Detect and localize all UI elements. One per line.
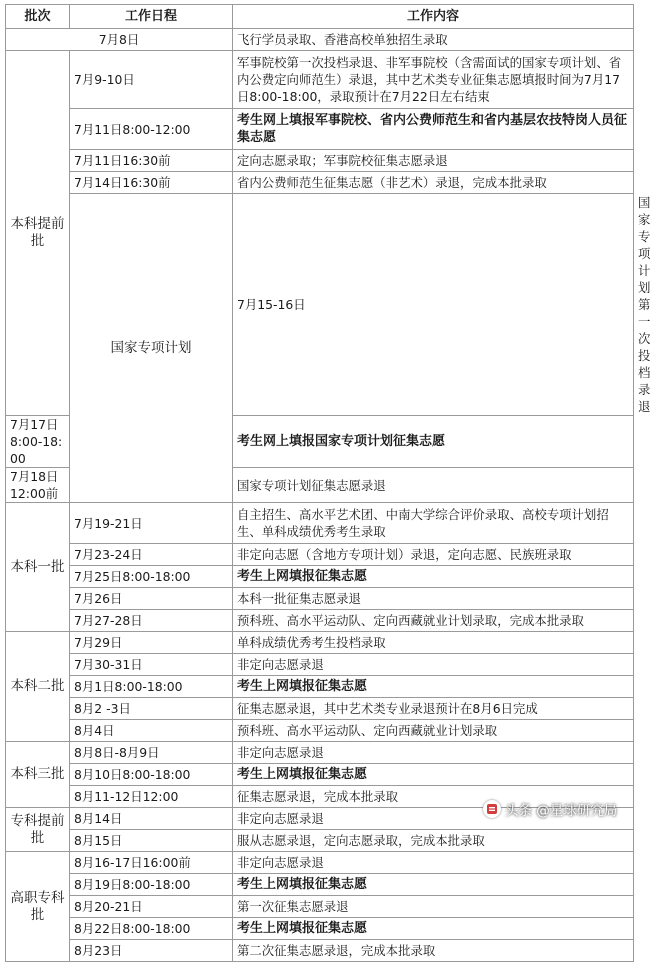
batch-cell: 高职专科批 — [6, 852, 70, 962]
content-cell: 服从志愿录退，定向志愿录取，完成本批录取 — [233, 830, 634, 852]
toutiao-logo-icon — [483, 800, 501, 818]
header-row — [6, 5, 634, 29]
schedule-cell: 8月8日-8月9日 — [70, 742, 233, 764]
table-row — [6, 918, 634, 940]
batch-cell: 本科提前批 — [6, 51, 70, 416]
schedule-cell: 7月29日 — [70, 632, 233, 654]
schedule-cell: 7月8日 — [6, 29, 233, 51]
batch-cell: 专科提前批 — [6, 808, 70, 852]
table-row — [6, 654, 634, 676]
content-cell: 考生上网填报征集志愿 — [233, 918, 634, 940]
table-row — [6, 940, 634, 962]
table-row — [6, 720, 634, 742]
schedule-cell: 7月18日12:00前 — [6, 468, 70, 503]
content-cell: 飞行学员录取、香港高校单独招生录取 — [233, 29, 634, 51]
batch-cell: 本科三批 — [6, 742, 70, 808]
content-cell: 考生网上填报国家专项计划征集志愿 — [233, 416, 634, 468]
schedule-cell: 7月19-21日 — [70, 503, 233, 544]
table-row — [6, 588, 634, 610]
table-row — [6, 632, 634, 654]
table-row — [6, 830, 634, 852]
table-row — [6, 742, 634, 764]
content-cell: 本科一批征集志愿录退 — [233, 588, 634, 610]
content-cell: 非定向志愿录退 — [233, 808, 634, 830]
table-row — [6, 764, 634, 786]
table-row — [6, 172, 634, 194]
table-row — [6, 29, 634, 51]
batch-cell: 本科二批 — [6, 632, 70, 742]
schedule-cell: 7月27-28日 — [70, 610, 233, 632]
schedule-cell: 8月19日8:00-18:00 — [70, 874, 233, 896]
schedule-cell: 8月1日8:00-18:00 — [70, 676, 233, 698]
content-cell: 考生上网填报征集志愿 — [233, 566, 634, 588]
table-row — [6, 109, 634, 150]
schedule-cell: 8月10日8:00-18:00 — [70, 764, 233, 786]
content-cell: 征集志愿录退，其中艺术类专业录退预计在8月6日完成 — [233, 698, 634, 720]
schedule-cell: 7月15-16日 — [233, 194, 634, 416]
table-row — [6, 874, 634, 896]
schedule-cell: 7月25日8:00-18:00 — [70, 566, 233, 588]
schedule-cell: 7月9-10日 — [70, 51, 233, 109]
schedule-cell: 7月30-31日 — [70, 654, 233, 676]
content-cell: 考生上网填报征集志愿 — [233, 676, 634, 698]
header-content: 工作内容 — [233, 5, 634, 29]
content-cell: 考生上网填报征集志愿 — [233, 874, 634, 896]
content-cell: 单科成绩优秀考生投档录取 — [233, 632, 634, 654]
content-cell: 考生网上填报军事院校、省内公费师范生和省内基层农技特岗人员征集志愿 — [233, 109, 634, 150]
content-cell: 非定向志愿（含地方专项计划）录退，定向志愿、民族班录取 — [233, 544, 634, 566]
schedule-cell: 8月16-17日16:00前 — [70, 852, 233, 874]
schedule-cell: 7月26日 — [70, 588, 233, 610]
content-cell: 预科班、高水平运动队、定向西藏就业计划录取 — [233, 720, 634, 742]
content-cell: 预科班、高水平运动队、定向西藏就业计划录取，完成本批录取 — [233, 610, 634, 632]
header-schedule: 工作日程 — [70, 5, 233, 29]
table-row: 国家专项计划 7月15-16日 国家专项计划第一次投档录退 — [6, 194, 634, 416]
content-cell: 第二次征集志愿录退，完成本批录取 — [233, 940, 634, 962]
content-cell: 自主招生、高水平艺术团、中南大学综合评价录取、高校专项计划招生、单科成绩优秀考生录取 — [233, 503, 634, 544]
schedule-cell: 8月15日 — [70, 830, 233, 852]
content-cell: 非定向志愿录退 — [233, 852, 634, 874]
content-cell: 第一次征集志愿录退 — [233, 896, 634, 918]
table-row — [6, 676, 634, 698]
content-cell: 军事院校第一次投档录退、非军事院校（含需面试的国家专项计划、省内公费定向师范生）录退，其中艺术类专业征集志愿填报时间为7月17日8:00-18:00，录取预计在7月22日左右结束 — [233, 51, 634, 109]
schedule-cell: 7月14日16:30前 — [70, 172, 233, 194]
content-cell: 国家专项计划征集志愿录退 — [233, 468, 634, 503]
table-row — [6, 150, 634, 172]
schedule-cell: 8月14日 — [70, 808, 233, 830]
content-cell: 非定向志愿录退 — [233, 654, 634, 676]
table-row — [6, 503, 634, 544]
table-row — [6, 566, 634, 588]
schedule-cell: 7月11日8:00-12:00 — [70, 109, 233, 150]
table-row — [6, 610, 634, 632]
watermark — [483, 796, 617, 822]
schedule-cell: 8月4日 — [70, 720, 233, 742]
content-cell: 非定向志愿录退 — [233, 742, 634, 764]
schedule-cell: 7月11日16:30前 — [70, 150, 233, 172]
schedule-cell: 8月23日 — [70, 940, 233, 962]
batch-cell: 国家专项计划 — [70, 194, 233, 503]
table-row — [6, 896, 634, 918]
schedule-cell: 8月11-12日12:00 — [70, 786, 233, 808]
batch-cell: 本科一批 — [6, 503, 70, 632]
table-row — [6, 51, 634, 109]
table-row — [6, 544, 634, 566]
content-cell: 定向志愿录取；军事院校征集志愿录退 — [233, 150, 634, 172]
schedule-cell: 8月20-21日 — [70, 896, 233, 918]
table-row — [6, 698, 634, 720]
watermark-text: 头条 @星球研究局 — [505, 803, 618, 819]
table-row — [6, 852, 634, 874]
schedule-cell: 7月23-24日 — [70, 544, 233, 566]
content-cell: 征集志愿录退，完成本批录取 — [233, 786, 634, 808]
schedule-cell: 7月17日8:00-18:00 — [6, 416, 70, 468]
content-cell: 省内公费师范生征集志愿（非艺术）录退，完成本批录取 — [233, 172, 634, 194]
schedule-cell: 8月22日8:00-18:00 — [70, 918, 233, 940]
header-batch: 批次 — [6, 5, 70, 29]
schedule-cell: 8月2 -3日 — [70, 698, 233, 720]
content-cell: 考生上网填报征集志愿 — [233, 764, 634, 786]
